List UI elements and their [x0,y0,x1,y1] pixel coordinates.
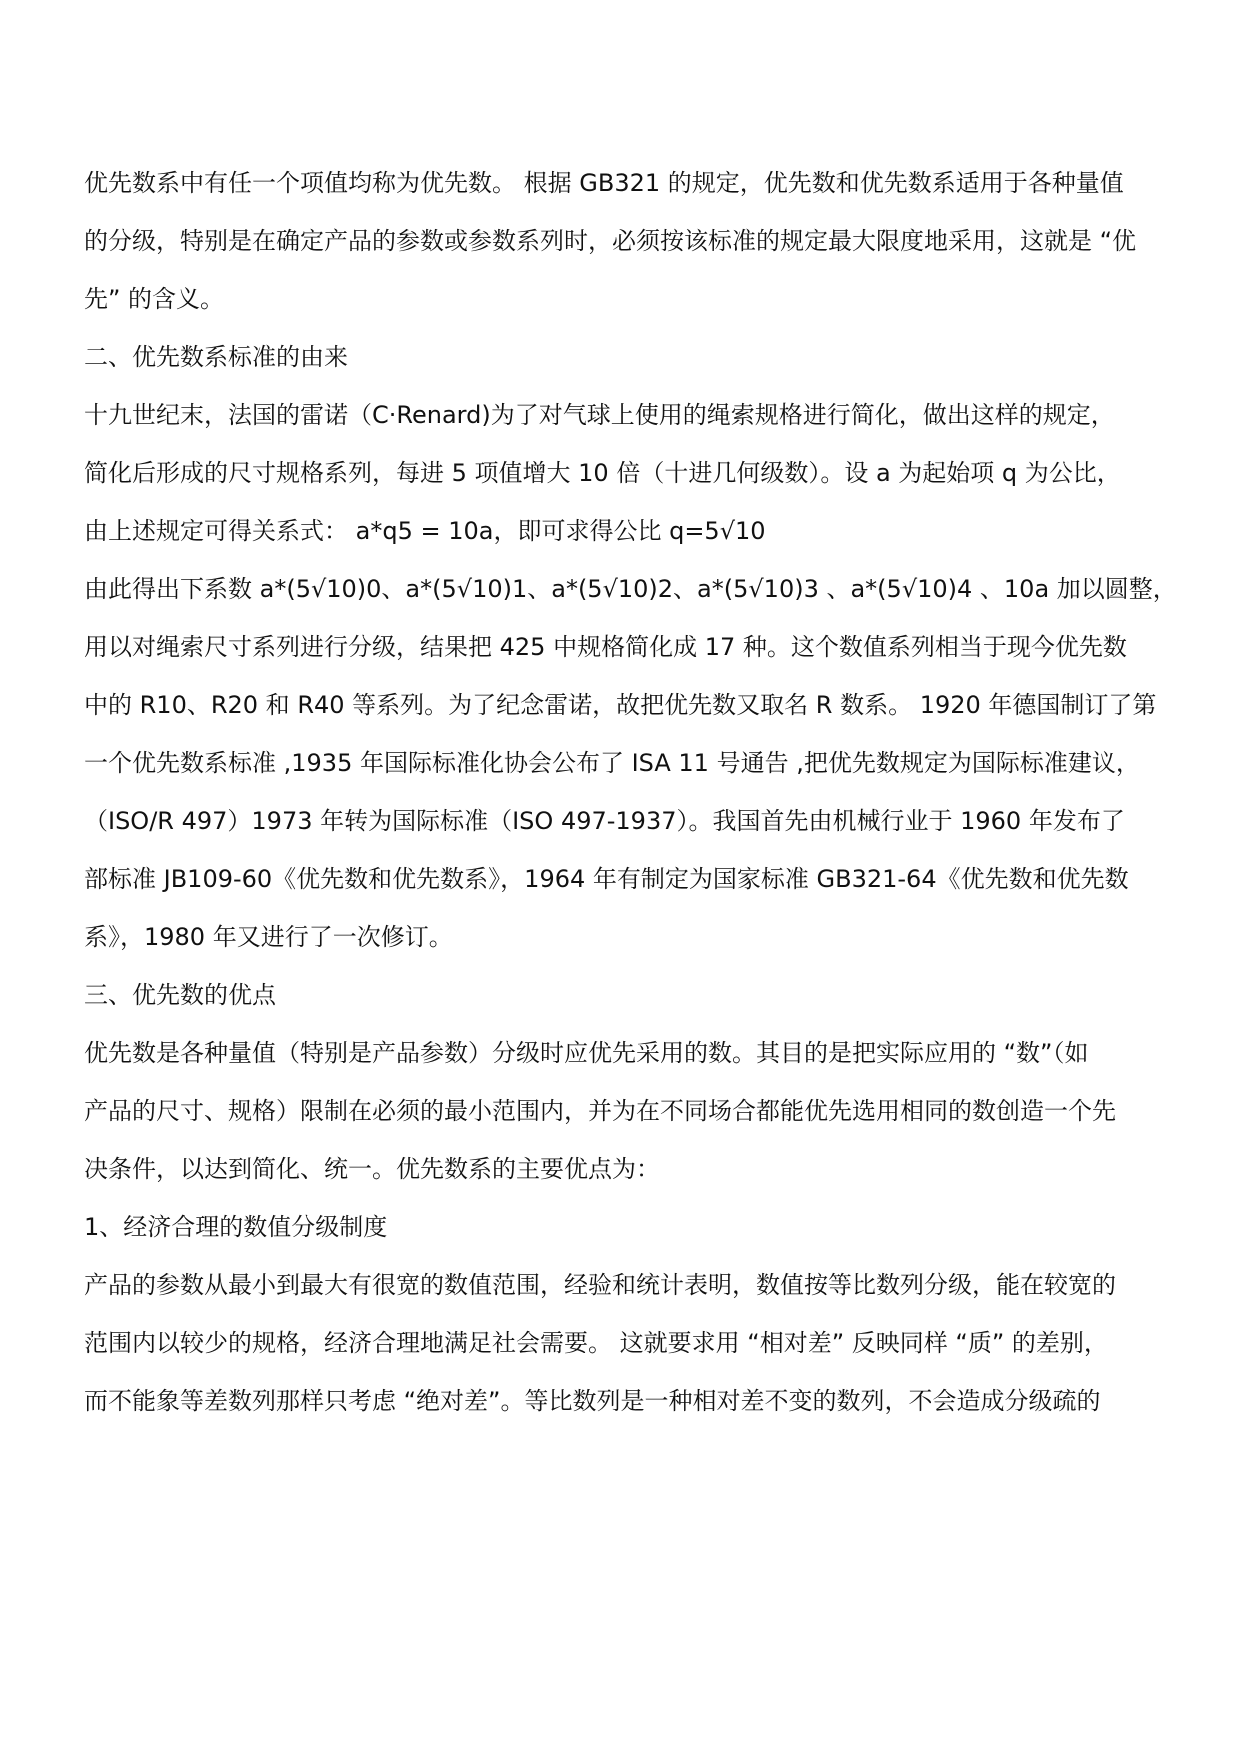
subsection-heading: 1、经济合理的数值分级制度 [84,1213,388,1241]
text-line: 系》，1980 年又进行了一次修订。 [84,923,453,951]
text-line: 优先数系中有任一个项值均称为优先数。 根据 GB321 的规定，优先数和优先数系适用于各种量值 [84,169,1124,197]
text-line: 产品的参数从最小到最大有很宽的数值范围，经验和统计表明，数值按等比数列分级，能在较宽的 [84,1271,1116,1299]
text-line: 由此得出下系数 a*(5√10)0、a*(5√10)1、a*(5√10)2、a*(5√10)3 、a*(5√10)4 、10a 加以圆整， [84,575,1177,603]
text-line: 简化后形成的尺寸规格系列，每进 5 项值增大 10 倍（十进几何级数）。设 a 为起始项 q 为公比， [84,459,1121,487]
text-line: 产品的尺寸、规格）限制在必须的最小范围内，并为在不同场合都能优先选用相同的数创造一个先 [84,1097,1116,1125]
text-line: 范围内以较少的规格，经济合理地满足社会需要。 这就要求用 “相对差” 反映同样 “质” 的差别， [84,1329,1108,1357]
text-line: 的分级，特别是在确定产品的参数或参数系列时，必须按该标准的规定最大限度地采用，这就是 “优 [84,227,1137,255]
text-line: 优先数是各种量值（特别是产品参数）分级时应优先采用的数。其目的是把实际应用的 “数”（如 [84,1039,1089,1067]
text-line: 一个优先数系标准 ,1935 年国际标准化协会公布了 ISA 11 号通告 ,把优先数规定为国际标准建议， [84,749,1140,777]
text-line: （ISO/R 497）1973 年转为国际标准（ISO 497-1937）。我国首先由机械行业于 1960 年发布了 [84,807,1125,835]
section-heading: 三、优先数的优点 [84,981,276,1009]
text-line: 用以对绳索尺寸系列进行分级，结果把 425 中规格简化成 17 种。这个数值系列相当于现今优先数 [84,633,1127,661]
text-line: 先” 的含义。 [84,285,225,313]
text-line: 十九世纪末，法国的雷诺（C·Renard)为了对气球上使用的绳索规格进行简化，做出这样的规定， [84,401,1115,429]
text-line: 由上述规定可得关系式： a*q5 = 10a，即可求得公比 q=5√10 [84,517,766,545]
text-line: 而不能象等差数列那样只考虑 “绝对差”。等比数列是一种相对差不变的数列，不会造成分级疏的 [84,1387,1101,1415]
section-heading: 二、优先数系标准的由来 [84,343,348,371]
text-line: 中的 R10、R20 和 R40 等系列。为了纪念雷诺，故把优先数又取名 R 数系。 1920 年德国制订了第 [84,691,1157,719]
text-line: 决条件，以达到简化、统一。优先数系的主要优点为： [84,1155,660,1183]
text-line: 部标准 JB109-60《优先数和优先数系》，1964 年有制定为国家标准 GB321-64《优先数和优先数 [84,865,1129,893]
